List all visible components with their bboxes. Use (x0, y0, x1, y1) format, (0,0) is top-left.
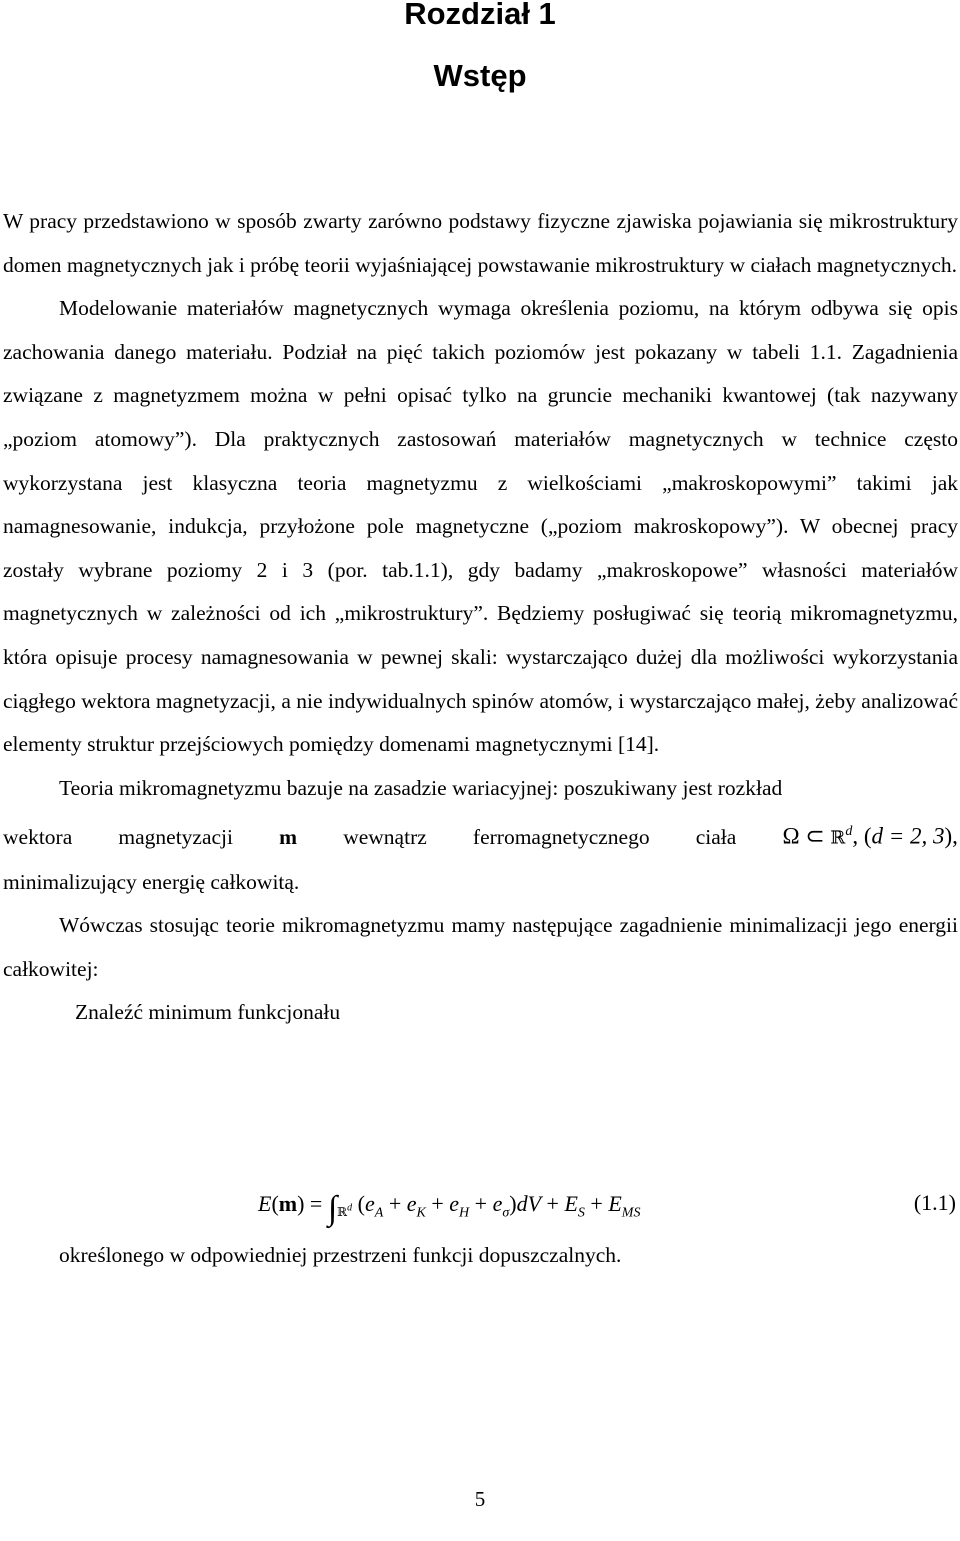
equation-number: (1.1) (913, 1190, 956, 1215)
vector-m: m (279, 824, 298, 849)
integral-sign: ∫ (327, 1190, 338, 1227)
paragraph-5: Znaleźć minimum funkcjonału (75, 1000, 341, 1025)
chapter-title: Wstęp (433, 58, 527, 93)
paragraph-3-line3: minimalizujący energię całkowitą. (3, 869, 300, 894)
paragraph-4: Wówczas stosując teorie mikromagnetyzmu mamy następujące zagadnienie minimalizacji jego energii całkowitej: (3, 913, 958, 981)
page-number: 5 (474, 1487, 486, 1511)
paragraph-3-line1: Teoria mikromagnetyzmu bazuje na zasadzie wariacyjnej: poszukiwany jest rozkład (59, 775, 783, 800)
equation-1-1 (0, 1178, 960, 1228)
word: ciała (695, 824, 737, 849)
chapter-number: Rozdział 1 (404, 0, 556, 31)
word: magnetyzacji (118, 824, 233, 849)
word: wewnątrz (343, 824, 427, 849)
paragraph-2: Modelowanie materiałów magnetycznych wymaga określenia poziomu, na którym odbywa się opis zachowania danego materiału. Podział na pięć takich poziomów jest pokazany w tabeli 1.1. Zagadnienia związane z magnetyzmem można w pełni opisać tylko na gruncie mechaniki kwantowej (tak nazywany „poziom atomowy”). Dla praktycznych zastosowań materiałów magnetycznych w technice często wykorzystana jest klasyczna teoria magnetyzmu z wielkościami „makroskopowymi” takimi jak namagnesowanie, indukcja, przyłożone pole magnetyczne („poziom makroskopowy”). W obecnej pracy zostały wybrane poziomy 2 i 3 (por. tab.1.1), gdy badamy „makroskopowe” własności materiałów magnetycznych w zależności od ich „mikrostruktury”. Będziemy posługiwać się teorią mikromagnetyzmu, która opisuje procesy namagnesowania w pewnej skali: wystarczająco dużej dla możliwości wykorzystania ciągłego wektora magnetyzacji, a nie indywidualnych spinów atomów, i wystarczająco małej, żeby analizować elementy struktur przejściowych pomiędzy domenami magnetycznymi [14]. (3, 296, 958, 757)
word: wektora (3, 824, 73, 849)
paragraph-1: W pracy przedstawiono w sposób zwarty zarówno podstawy fizyczne zjawiska pojawiania się mikrostruktury domen magnetycznych jak i próbę teorii wyjaśniającej powstawanie mikrostruktury w ciałach magnetycznych. (3, 209, 958, 277)
body-text (3, 200, 958, 1035)
paragraph-3-line2 (3, 810, 958, 860)
equation-formula: $E(m) = \int_{ℝ^d}$ $(e_A + e_K + e_H + e_\sigma)dV + E_S + E_{MS}$ (258, 1190, 641, 1227)
domain-math: Ω ⊂ ℝ$^d$, (d = 2, 3), (782, 823, 958, 849)
paragraph-after-equation: określonego w odpowiedniej przestrzeni funkcji dopuszczalnych. (59, 1243, 622, 1267)
word: ferromagnetycznego (472, 824, 650, 849)
